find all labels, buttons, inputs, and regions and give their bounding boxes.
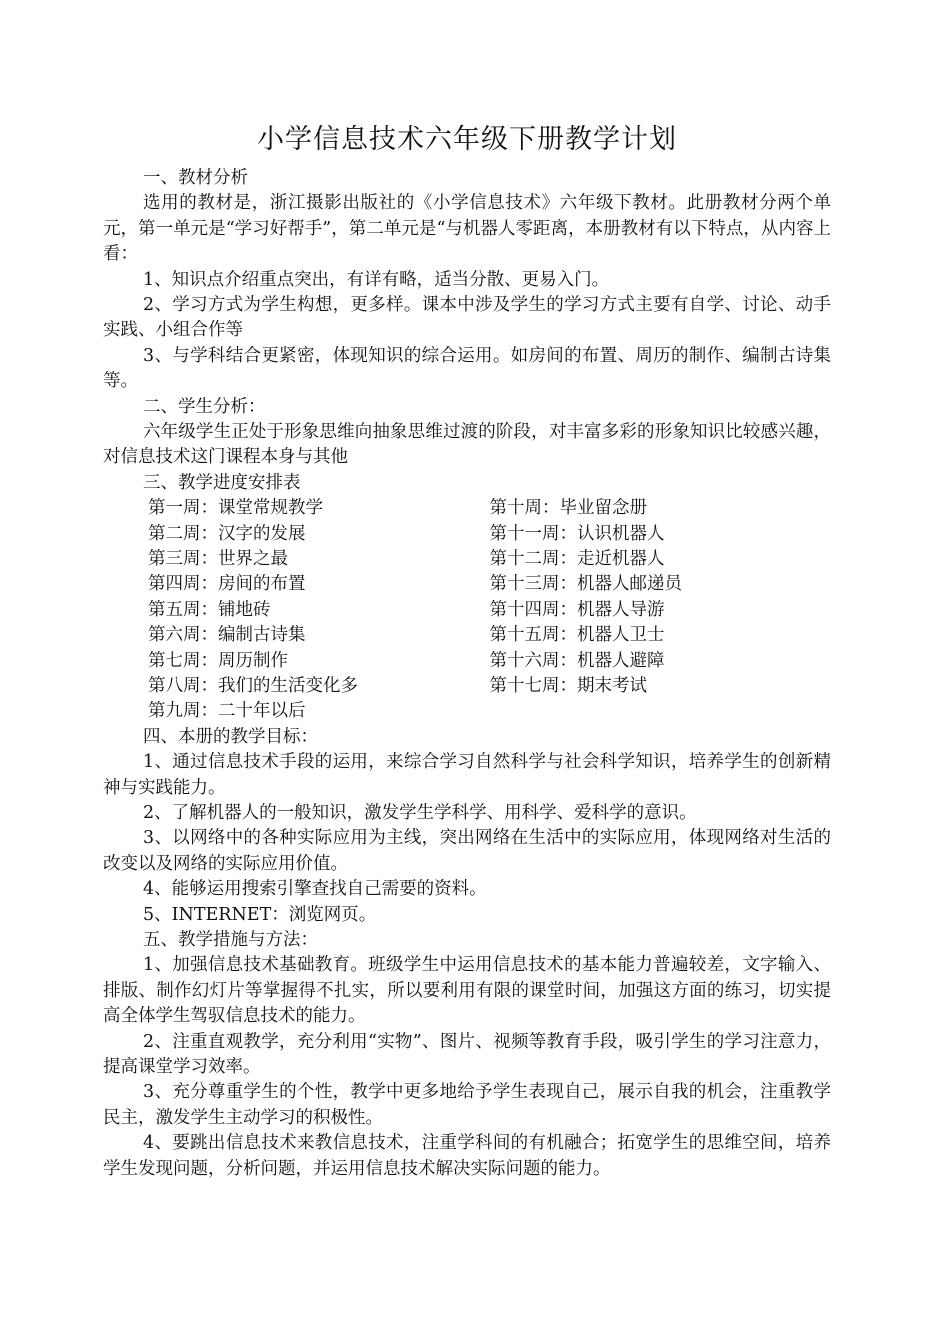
schedule-column-left bbox=[148, 496, 490, 725]
schedule-item: 第一周：课堂常规教学 bbox=[148, 498, 323, 519]
schedule-item: 第九周：二十年以后 bbox=[148, 701, 306, 722]
list-item: 1、加强信息技术基础教育。班级学生中运用信息技术的基本能力普遍较差，文字输入、排版、制作幻灯片等掌握得不扎实，所以要利用有限的课堂时间，加强这方面的练习，切实提高全体学生驾驭信息技术的能力。 bbox=[103, 955, 831, 1027]
section-heading-2: 二、学生分析： bbox=[143, 396, 266, 417]
page-title: 小学信息技术六年级下册教学计划 bbox=[257, 124, 677, 155]
section-heading-3: 三、教学进度安排表 bbox=[143, 472, 301, 493]
list-item: 3、以网络中的各种实际应用为主线，突出网络在生活中的实际应用，体现网络对生活的改变以及网络的实际应用价值。 bbox=[103, 828, 831, 874]
schedule-item: 第十周：毕业留念册 bbox=[489, 498, 647, 519]
document-page bbox=[103, 120, 831, 1182]
section-heading-4: 四、本册的教学目标： bbox=[143, 726, 318, 747]
schedule-table bbox=[103, 496, 831, 725]
list-item: 2、学习方式为学生构想，更多样。课本中涉及学生的学习方式主要有自学、讨论、动手实践、小组合作等 bbox=[103, 295, 831, 341]
schedule-item: 第十七周：期末考试 bbox=[489, 676, 647, 697]
schedule-item: 第八周：我们的生活变化多 bbox=[148, 676, 358, 697]
list-item: 1、通过信息技术手段的运用，来综合学习自然科学与社会科学知识，培养学生的创新精神与实践能力。 bbox=[103, 752, 831, 798]
list-item: 2、注重直观教学，充分利用“实物”、图片、视频等教育手段，吸引学生的学习注意力，提高课堂学习效率。 bbox=[103, 1031, 831, 1078]
list-item: 2、了解机器人的一般知识，激发学生学科学、用科学、爱科学的意识。 bbox=[143, 803, 697, 824]
schedule-item: 第十五周：机器人卫士 bbox=[489, 625, 665, 646]
schedule-item: 第十二周：走近机器人 bbox=[489, 549, 665, 570]
list-item: 5、INTERNET：浏览网页。 bbox=[143, 904, 377, 925]
schedule-item: 第六周：编制古诗集 bbox=[148, 625, 306, 646]
schedule-column-right bbox=[490, 496, 832, 725]
list-item: 3、与学科结合更紧密，体现知识的综合运用。如房间的布置、周历的制作、编制古诗集等。 bbox=[103, 345, 831, 392]
paragraph-student-analysis: 六年级学生正处于形象思维向抽象思维过渡的阶段，对丰富多彩的形象知识比较感兴趣，对信息技术这门课程本身与其他 bbox=[103, 422, 831, 468]
paragraph-textbook-intro: 选用的教材是，浙江摄影出版社的《小学信息技术》六年级下教材。此册教材分两个单元，第一单元是“学习好帮手”，第二单元是“与机器人零距离，本册教材有以下特点，从内容上看： bbox=[103, 193, 831, 265]
list-item: 3、充分尊重学生的个性，教学中更多地给予学生表现自己，展示自我的机会，注重教学民主，激发学生主动学习的积极性。 bbox=[103, 1082, 831, 1128]
schedule-item: 第十六周：机器人避障 bbox=[489, 650, 665, 671]
schedule-item: 第十四周：机器人导游 bbox=[489, 599, 665, 620]
schedule-item: 第四周：房间的布置 bbox=[148, 574, 306, 595]
schedule-item: 第十三周：机器人邮递员 bbox=[489, 574, 682, 595]
section-heading-5: 五、教学措施与方法： bbox=[143, 930, 318, 951]
schedule-item: 第五周：铺地砖 bbox=[148, 599, 271, 620]
schedule-item: 第二周：汉字的发展 bbox=[148, 523, 306, 544]
schedule-item: 第七周：周历制作 bbox=[148, 650, 288, 671]
list-item: 1、知识点介绍重点突出，有详有略，适当分散、更易入门。 bbox=[143, 269, 610, 290]
section-heading-1: 一、教材分析 bbox=[143, 168, 248, 188]
list-item: 4、要跳出信息技术来教信息技术，注重学科间的有机融合；拓宽学生的思维空间，培养学生发现问题，分析问题，并运用信息技术解决实际问题的能力。 bbox=[103, 1133, 831, 1179]
list-item: 4、能够运用搜索引擎查找自己需要的资料。 bbox=[143, 879, 487, 900]
schedule-item: 第三周：世界之最 bbox=[148, 549, 288, 570]
schedule-item: 第十一周：认识机器人 bbox=[489, 523, 665, 544]
